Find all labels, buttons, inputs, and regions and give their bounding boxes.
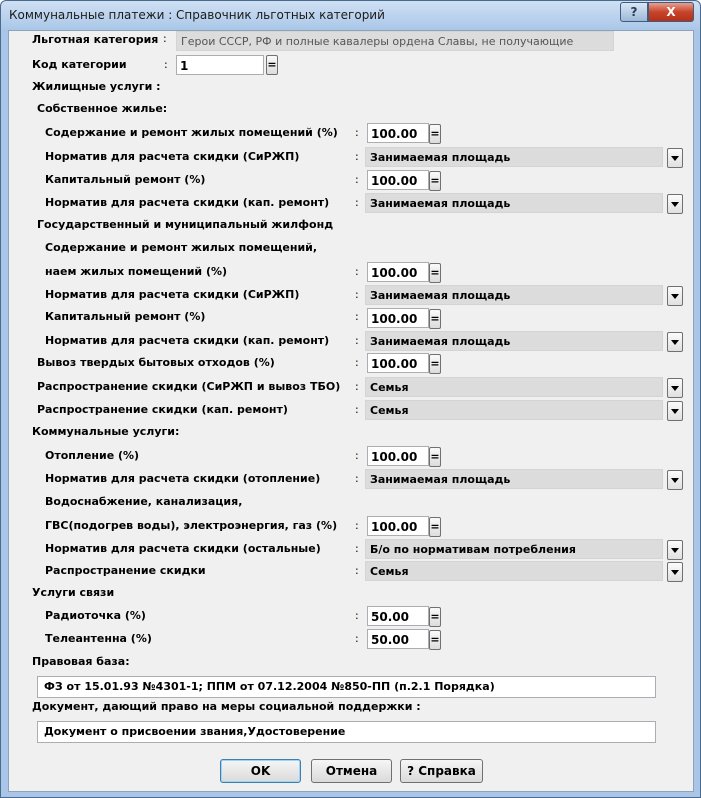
st-maint-input[interactable]: 100.00 xyxy=(367,262,429,282)
chevron-down-icon[interactable] xyxy=(667,401,683,421)
code-calc-button[interactable]: = xyxy=(266,55,278,75)
colon: : xyxy=(355,472,359,485)
st-maint-label-2: наем жилых помещений (%) xyxy=(45,265,228,278)
colon: : xyxy=(355,609,359,622)
colon: : xyxy=(355,334,359,347)
chevron-down-icon[interactable] xyxy=(667,332,683,352)
own-cap-label: Капитальный ремонт (%) xyxy=(45,173,206,186)
st-cap-input[interactable]: 100.00 xyxy=(367,308,429,328)
radio-input[interactable]: 50.00 xyxy=(367,606,429,626)
own-norm-label: Норматив для расчета скидки (СиРЖП) xyxy=(45,150,300,163)
st-norm-select[interactable]: Занимаемая площадь xyxy=(365,285,663,305)
own-cap-input[interactable]: 100.00 xyxy=(367,170,429,190)
colon: : xyxy=(355,196,359,209)
spread2-select[interactable]: Семья xyxy=(365,400,663,420)
title-bar xyxy=(1,1,700,29)
help-icon[interactable]: ? xyxy=(620,2,648,22)
dialog-body xyxy=(8,30,694,792)
chevron-down-icon[interactable] xyxy=(667,378,683,398)
heat-norm-select[interactable]: Занимаемая площадь xyxy=(365,469,663,489)
own-maint-input[interactable]: 100.00 xyxy=(367,123,429,143)
ok-button[interactable]: OK xyxy=(220,759,301,783)
radio-label: Радиоточка (%) xyxy=(45,609,146,622)
colon: : xyxy=(164,58,168,71)
spread2-label: Распространение скидки (кап. ремонт) xyxy=(37,403,288,416)
colon: : xyxy=(355,173,359,186)
colon: : xyxy=(163,32,167,45)
other-norm-label: Норматив для расчета скидки (остальные) xyxy=(45,542,321,555)
own-cap-norm-select[interactable]: Занимаемая площадь xyxy=(365,193,663,213)
colon: : xyxy=(355,632,359,645)
tv-calc-button[interactable]: = xyxy=(429,630,441,650)
section-state-fund: Государственный и муниципальный жилфонд xyxy=(37,218,334,231)
st-cap-label: Капитальный ремонт (%) xyxy=(45,310,206,323)
own-norm-select[interactable]: Занимаемая площадь xyxy=(365,147,663,167)
own-cap-calc-button[interactable]: = xyxy=(429,171,441,191)
water-label-1: Водоснабжение, канализация, xyxy=(45,495,243,508)
colon: : xyxy=(355,356,359,369)
section-own-housing: Собственное жилье: xyxy=(37,102,168,115)
own-maint-label: Содержание и ремонт жилых помещений (%) xyxy=(45,126,338,139)
help-button[interactable]: ? Справка xyxy=(400,759,483,783)
document-field[interactable]: Документ о присвоении звания,Удостоверение xyxy=(37,721,656,743)
st-cap-norm-select[interactable]: Занимаемая площадь xyxy=(365,331,663,351)
chevron-down-icon[interactable] xyxy=(667,540,683,560)
colon: : xyxy=(355,310,359,323)
section-legal: Правовая база: xyxy=(32,655,130,668)
waste-calc-button[interactable]: = xyxy=(429,354,441,374)
legal-basis-field[interactable]: ФЗ от 15.01.93 №4301-1; ППМ от 07.12.2004 №850-ПП (п.2.1 Порядка) xyxy=(37,676,656,698)
close-icon[interactable]: X xyxy=(648,2,694,22)
section-communication: Услуги связи xyxy=(32,586,115,599)
water-label-2: ГВС(подогрев воды), электроэнергия, газ (%) xyxy=(45,519,338,532)
colon: : xyxy=(355,380,359,393)
section-utilities: Коммунальные услуги: xyxy=(32,425,180,438)
water-input[interactable]: 100.00 xyxy=(367,516,429,536)
heat-calc-button[interactable]: = xyxy=(429,447,441,467)
chevron-down-icon[interactable] xyxy=(667,286,683,306)
chevron-down-icon[interactable] xyxy=(667,148,683,168)
spread1-select[interactable]: Семья xyxy=(365,377,663,397)
st-maint-calc-button[interactable]: = xyxy=(429,263,441,283)
code-label: Код категории xyxy=(32,58,127,71)
heat-norm-label: Норматив для расчета скидки (отопление) xyxy=(45,472,321,485)
heat-label: Отопление (%) xyxy=(45,449,140,462)
colon: : xyxy=(355,265,359,278)
colon: : xyxy=(355,449,359,462)
category-field: Герои СССР, РФ и полные кавалеры ордена Славы, не получающие xyxy=(176,31,614,51)
util-spread-select[interactable]: Семья xyxy=(365,561,663,581)
radio-calc-button[interactable]: = xyxy=(429,607,441,627)
colon: : xyxy=(355,519,359,532)
cancel-button[interactable]: Отмена xyxy=(311,759,392,783)
colon: : xyxy=(355,542,359,555)
waste-input[interactable]: 100.00 xyxy=(367,353,429,373)
colon: : xyxy=(355,150,359,163)
colon: : xyxy=(355,564,359,577)
chevron-down-icon[interactable] xyxy=(667,194,683,214)
tv-input[interactable]: 50.00 xyxy=(367,629,429,649)
st-cap-calc-button[interactable]: = xyxy=(429,309,441,329)
st-maint-label-1: Содержание и ремонт жилых помещений, xyxy=(45,241,318,254)
window-title: Коммунальные платежи : Справочник льготных категорий xyxy=(9,8,385,22)
colon: : xyxy=(355,288,359,301)
own-maint-calc-button[interactable]: = xyxy=(429,124,441,144)
waste-label: Вывоз твердых бытовых отходов (%) xyxy=(37,356,275,369)
other-norm-select[interactable]: Б/о по нормативам потребления xyxy=(365,539,663,559)
tv-label: Телеантенна (%) xyxy=(45,632,152,645)
code-input[interactable]: 1 xyxy=(176,55,264,75)
water-calc-button[interactable]: = xyxy=(429,517,441,537)
chevron-down-icon[interactable] xyxy=(667,562,683,582)
heat-input[interactable]: 100.00 xyxy=(367,446,429,466)
section-document: Документ, дающий право на меры социальной поддержки : xyxy=(32,700,421,713)
colon: : xyxy=(355,403,359,416)
st-norm-label: Норматив для расчета скидки (СиРЖП) xyxy=(45,288,300,301)
st-cap-norm-label: Норматив для расчета скидки (кап. ремонт) xyxy=(45,334,330,347)
util-spread-label: Распространение скидки xyxy=(45,564,206,577)
colon: : xyxy=(355,126,359,139)
category-label: Льготная категория xyxy=(32,33,159,46)
section-housing: Жилищные услуги : xyxy=(32,80,161,93)
own-cap-norm-label: Норматив для расчета скидки (кап. ремонт) xyxy=(45,196,330,209)
spread1-label: Распространение скидки (СиРЖП и вывоз ТБО) xyxy=(37,380,341,393)
chevron-down-icon[interactable] xyxy=(667,470,683,490)
